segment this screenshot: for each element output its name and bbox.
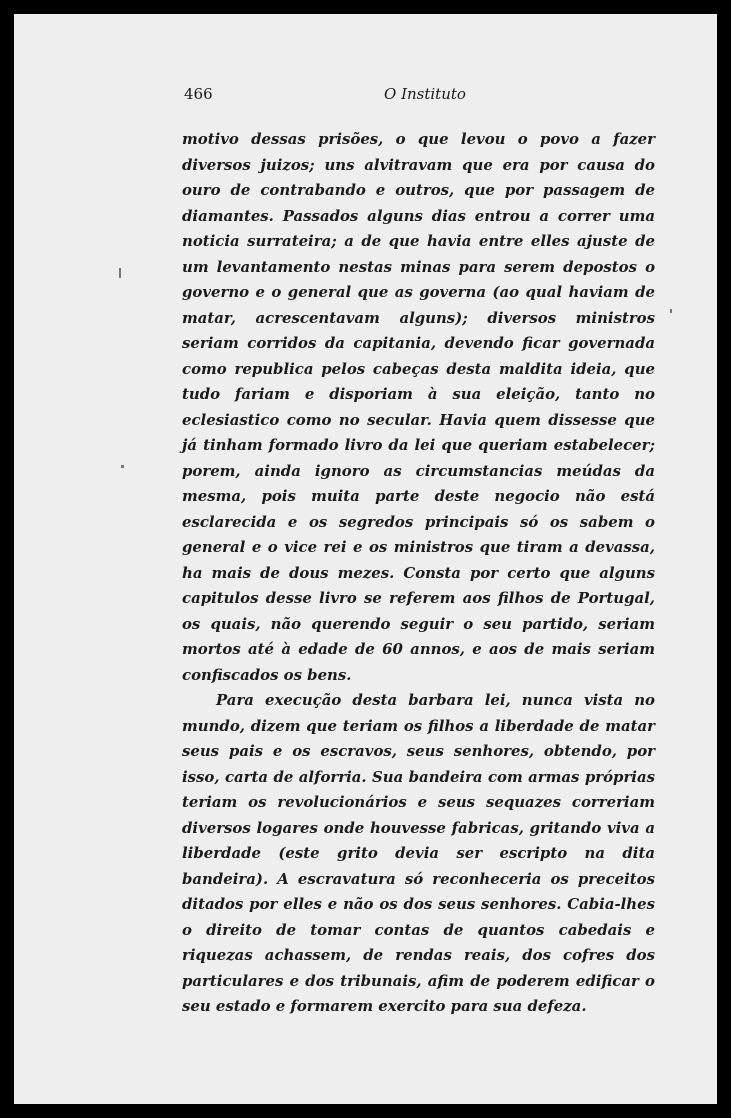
scan-speck — [119, 268, 121, 278]
book-page — [14, 14, 717, 1104]
page-header — [184, 85, 654, 105]
running-title: O Instituto — [384, 85, 466, 103]
paragraph-2: Para execução desta barbara lei, nunca vista no mundo, dizem que teriam os filhos a liberdade de matar seus pais e os escravos, seus senhores, obtendo, por isso, carta de alforria. Sua bandeira com armas próprias teriam os revolucionários e seus sequazes correriam diversos logares onde houvesse fabricas, gritando viva a liberdade (este grito devia ser escripto na dita bandeira). A escravatura só reconheceria os preceitos ditados por elles e não os dos seus senhores. Cabia-lhes o direito de tomar contas de quantos cabedais e riquezas achassem, de rendas reais, dos cofres dos particulares e dos tribunais, afim de poderem edificar o seu estado e formarem exercito para sua defeza. — [182, 691, 655, 1015]
paragraph-1: motivo dessas prisões, o que levou o povo a fazer diversos juizos; uns alvitravam que era por causa do ouro de contrabando e outros, que por passagem de diamantes. Passados alguns dias entrou a correr uma noticia surrateira; a de que havia entre elles ajuste de um levantamento nestas minas para serem depostos o governo e o general que as governa (ao qual haviam de matar, acrescentavam alguns); diversos ministros seriam corridos da capitania, devendo ficar governada como republica pelos cabeças desta maldita ideia, que tudo fariam e disporiam à sua eleição, tanto no eclesiastico como no secular. Havia quem dissesse que já tinham formado livro da lei que queriam estabelecer; porem, ainda ignoro as circumstancias meúdas da mesma, pois muita parte deste negocio não está esclarecida e os segredos principais só os sabem o general e o vice rei e os ministros que tiram a devassa, ha mais de dous mezes. Consta por certo que alguns capitulos desse livro se referem aos filhos de Portugal, os quais, não querendo seguir o seu partido, seriam mortos até à edade de 60 annos, e aos de mais seriam confiscados os bens. — [182, 130, 655, 684]
page-number: 466 — [184, 85, 213, 103]
scan-speck — [121, 465, 124, 468]
body-text — [182, 127, 655, 1020]
scan-speck — [670, 309, 672, 313]
